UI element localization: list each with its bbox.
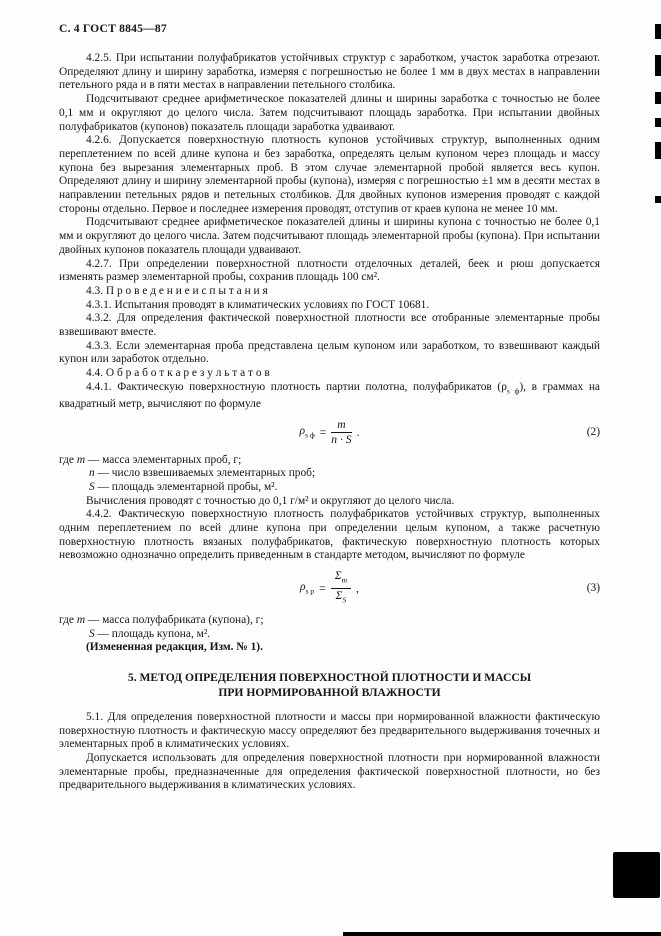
paragraph-4-2-5b: Подсчитывают среднее арифметическое показателей длины и ширины заработка с точностью не более 0,1 мм и округляют до целого числа. Затем подсчитывают площадь заработка. При испытании двойных полуфабрикатов (купонов) показатель площади заработка удваивают. bbox=[59, 93, 600, 133]
subsection-heading-4-3: 4.3. П р о в е д е н и е и с п ы т а н и я bbox=[86, 284, 268, 297]
paragraph-4-2-7: 4.2.7. При определении поверхностной плотности отделочных деталей, беек и рюш допускается изменять размер элементарной пробы, сохранив площадь 100 см². bbox=[59, 257, 600, 284]
subsection-heading-4-4: 4.4. О б р а б о т к а р е з у л ь т а т о в bbox=[86, 367, 270, 380]
fraction: $\frac{m}{n \cdot S}$ bbox=[331, 417, 352, 446]
scan-artifact-dash bbox=[655, 142, 661, 159]
paragraph-4-2-5: 4.2.5. При испытании полуфабрикатов устойчивых структур с заработком, участок заработка отрезают. Определяют длину и ширину заработка, измеряя с погрешностью не более 1 мм в двух местах в направлении петельного ряда и в пяти местах в направлении петельного столбика. bbox=[59, 52, 600, 92]
equals-sign: = bbox=[319, 581, 326, 595]
rho-subscript: s ф bbox=[506, 386, 520, 396]
scan-artifact-dash bbox=[655, 55, 661, 76]
definition-line: n — число взвешиваемых элементарных проб; bbox=[89, 467, 316, 480]
paragraph-4-2-6: 4.2.6. Допускается поверхностную плотность купонов устойчивых структур, выполненных одним переплетением по всей длине купона и без заработка, определять целым купоном через площадь и массу купона без вырезания элементарных проб. В этом случае элементарной пробой является весь купон. Определяют длину и ширину элементарной пробы (купона), измеряя с погрешностью ±1 мм в десяти местах в направлении петельных рядов и петельных столбиков. Для двойных купонов измерения проводят с каждой стороны отдельно. Первое и последнее измерения проводят, отступив от краев купона не менее 10 мм. bbox=[59, 134, 600, 215]
scan-artifact-dash bbox=[655, 196, 661, 203]
scan-artifact-dash bbox=[655, 92, 661, 104]
definition-line: S — площадь элементарной пробы, м². bbox=[89, 480, 278, 493]
page-content bbox=[59, 22, 600, 793]
definition-line: S — площадь купона, м². bbox=[89, 627, 211, 640]
paragraph-4-3-2: 4.3.2. Для определения фактической поверхностной плотности все отобранные элементарные пробы взвешивают вместе. bbox=[59, 312, 600, 339]
formula-2-lhs: $\rho_{s ф}$ bbox=[299, 424, 315, 440]
paragraph-4-2-6b: Подсчитывают среднее арифметическое показателей длины и ширины купона с точностью не более 0,1 мм и округляют до целого числа. Затем подсчитывают площадь элементарной пробы (купона). При испытании двойных купонов показатель площади удваивают. bbox=[59, 216, 600, 256]
paragraph-5-1b: Допускается использовать для определения поверхностной плотности при нормированной влажности элементарные пробы, предназначенные для определения фактической поверхностной плотности, но без предварительного выдерживания в климатических условиях. bbox=[59, 752, 600, 792]
fraction: $\frac{\Sigma_m}{\Sigma_S}$ bbox=[331, 570, 351, 606]
definition-line: где m — масса элементарных проб, г; bbox=[59, 453, 242, 466]
formula-3 bbox=[59, 570, 600, 606]
equation-number-3: (3) bbox=[586, 582, 600, 594]
scan-artifact-strip bbox=[343, 932, 661, 936]
paragraph-4-3-3: 4.3.3. Если элементарная проба представлена целым купоном или заработком, то взвешивают каждый купон или заработок отдельно. bbox=[59, 339, 600, 366]
section-5-heading: 5. МЕТОД ОПРЕДЕЛЕНИЯ ПОВЕРХНОСТНОЙ ПЛОТНОСТИ И МАССЫ ПРИ НОРМИРОВАННОЙ ВЛАЖНОСТИ bbox=[127, 670, 532, 699]
paragraph-4-4-1: 4.4.1. Фактическую поверхностную плотность партии полотна, полуфабрикатов $(\rho_{s ф})$, в граммах на квадратный метр, вычисляют по формуле bbox=[59, 380, 600, 410]
formula-2-punct: . bbox=[356, 425, 360, 439]
paragraph-4-3-1: 4.3.1. Испытания проводят в климатических условиях по ГОСТ 10681. bbox=[86, 298, 430, 311]
definition-line: где m — масса полуфабриката (купона), г; bbox=[59, 613, 264, 626]
formula-2 bbox=[59, 419, 600, 446]
formula-3-punct: , bbox=[356, 581, 359, 595]
amendment-note: (Измененная редакция, Изм. № 1). bbox=[86, 641, 263, 654]
paragraph-5-1: 5.1. Для определения поверхностной плотности и массы при нормированной влажности фактическую поверхностную плотность и фактическую массу определяют без предварительного выдерживания точечных и элементарных проб в климатических условиях. bbox=[59, 710, 600, 751]
equals-sign: = bbox=[319, 425, 327, 439]
scan-artifact-dash bbox=[655, 118, 661, 127]
page-header: С. 4 ГОСТ 8845—87 bbox=[59, 22, 167, 35]
scan-artifact-blob bbox=[613, 852, 660, 898]
paragraph-calc-note: Вычисления проводят с точностью до 0,1 г/м² и округляют до целого числа. bbox=[86, 494, 455, 507]
formula-3-lhs: $\rho_{s р}$ bbox=[300, 580, 315, 596]
equation-number-2: (2) bbox=[586, 426, 600, 439]
scan-artifact-dash bbox=[655, 24, 661, 39]
paragraph-4-4-2: 4.4.2. Фактическую поверхностную плотность полуфабрикатов устойчивых структур, выполненных одним переплетением по всей длине купона при определении целым купоном, а также расчетную поверхностную плотность вязаных полуфабрикатов, фактическую поверхностную плотность которых невозможно однозначно определить приведенным в стандарте методом, вычисляют по формуле bbox=[59, 508, 600, 562]
